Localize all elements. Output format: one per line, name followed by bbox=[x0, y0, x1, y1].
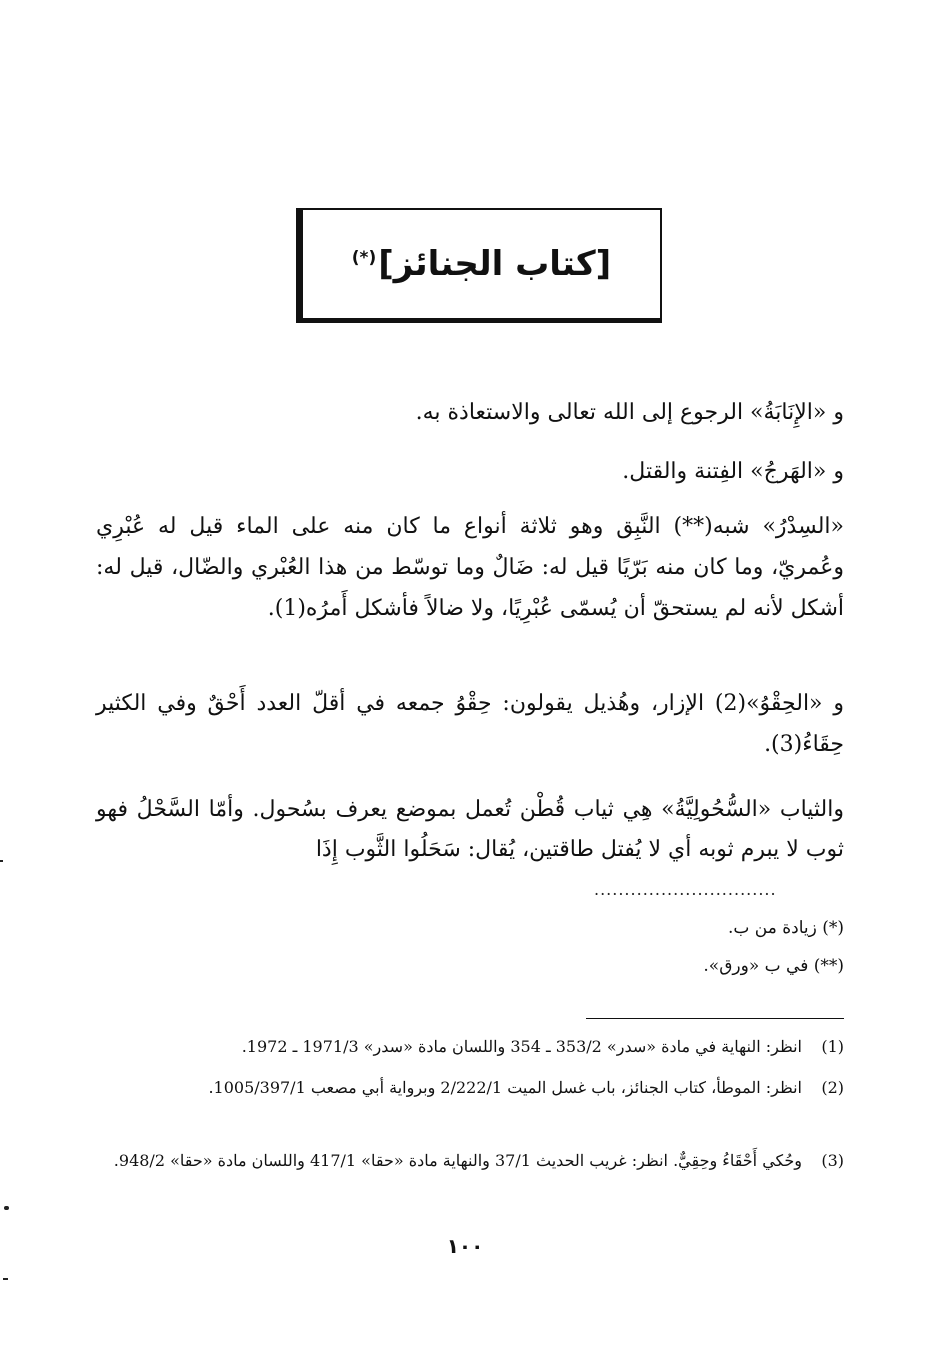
chapter-title-marker: (*) bbox=[351, 247, 377, 268]
footnote-number: (3) bbox=[821, 1151, 844, 1170]
chapter-title-box bbox=[296, 208, 662, 323]
chapter-title-text: [كتاب الجنائز] bbox=[378, 244, 612, 284]
footnote-number: (2) bbox=[821, 1078, 844, 1097]
paragraph-harj: و «الهَرجُ» الفِتنة والقتل. bbox=[622, 459, 844, 484]
footnote-number: (1) bbox=[821, 1037, 844, 1056]
scan-artifact bbox=[0, 860, 3, 862]
scan-artifact bbox=[4, 1206, 9, 1210]
chapter-title bbox=[352, 244, 611, 284]
editor-note: (**) في ب «ورق». bbox=[703, 956, 844, 976]
footnote bbox=[102, 1032, 844, 1062]
footnote-text: وحُكي أَحْقَاءُ وحِقِيٌّ. انظر: غريب الحديث 37/1 والنهاية مادة «حقا» 417/1 واللسان مادة «حقا» 948/2. bbox=[113, 1151, 802, 1170]
footnote-divider bbox=[586, 1018, 844, 1019]
footnote bbox=[102, 1073, 844, 1103]
dotted-separator: .............................. bbox=[594, 880, 777, 899]
paragraph-suhuliyya: والثياب «السُّحُولِيَّةُ» هِي ثياب قُطْن تُعمل بموضع يعرف بسُحول. وأمّا السَّحْلُ فهو ثوب لا يبرم ثوبه أي لا يُفتل طاقتين، يُقال: سَحَلُوا الثَّوب إِذَا bbox=[96, 797, 844, 862]
paragraph-inaba: و «الإِنَابَةُ» الرجوع إلى الله تعالى والاستعاذة به. bbox=[415, 400, 844, 425]
paragraph-hiqw: و «الحِقْوُ»(2) الإزار، وهُذيل يقولون: حِقْوُ جمعه في أقلّ العدد أَحْقٌ وفي الكثير حِقَاءُ(3). bbox=[96, 691, 844, 757]
editor-note: (*) زيادة من ب. bbox=[727, 918, 844, 938]
paragraph-sidr: «السِدْرُ» شبه(**) النَّبِق وهو ثلاثة أنواع ما كان منه على الماء قيل له عُبْرِي وعُمريّ، وما كان منه بَرّيًا قيل له: ضَالٌ وما توسّط من هذا العُبْري والضّال، قيل له: أشكل لأنه لم يستحقّ أن يُسمّى عُبْرِيًا، ولا ضالاً فأشكل أَمرُه(1). bbox=[96, 514, 844, 621]
footnote-text: انظر: النهاية في مادة «سدر» 353/2 ـ 354 واللسان مادة «سدر» 1971/3 ـ 1972. bbox=[241, 1037, 802, 1056]
scan-artifact bbox=[3, 1278, 8, 1280]
footnote-text: انظر: الموطأ، كتاب الجنائز، باب غسل الميت 2/222/1 وبرواية أبي مصعب 1005/397/1. bbox=[208, 1078, 802, 1097]
footnote bbox=[102, 1146, 844, 1176]
page-number: ١٠٠ bbox=[446, 1234, 484, 1258]
